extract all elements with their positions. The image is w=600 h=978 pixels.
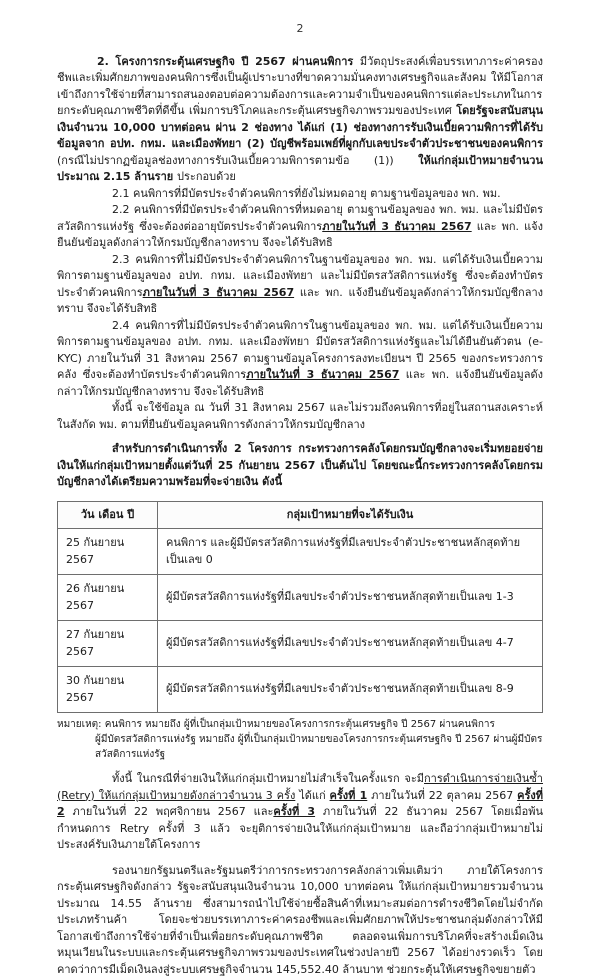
payment-schedule-body (58, 529, 543, 713)
text-segment: 2.4 คนพิการที่ไม่มีบัตรประจำตัวคนพิการในฐานข้อมูลของ พก. พม. แต่ได้รับเงินเบี้ยความพิการตามฐานข้อมูลของ อปท. กทม. และเมืองพัทยา มีบัตรสวัสดิการแห่งรัฐและไม่ได้ยืนยันตัวตน (e-KYC) ภายในวันที่ 31 สิงหาคม 2567 ตามฐานข้อมูลโครงการลงทะเบียนฯ ปี 2565 ของกระทรวงการคลัง ซึ่งจะต้องทำบัตรประจำตัวคนพิการ (57, 319, 543, 382)
text-segment: 2.2 คนพิการที่มีบัตรประจำตัวคนพิการที่หมดอายุ ตามฐานข้อมูลของ พก. พม. และไม่มีบัตรสวัสดิการแห่งรัฐ ซึ่งจะต้องต่ออายุบัตรประจำตัวคนพิการ (57, 203, 543, 233)
payment-schedule-table (57, 501, 543, 714)
text-segment: ภายในวันที่ 3 ธันวาคม 2567 (322, 220, 471, 233)
text-segment: การดำเนินการจ่ายเงินซ้ำ (Retry) ให้แก่กลุ่มเป้าหมายดังกล่าวจำนวน 3 ครั้ง (57, 772, 543, 802)
text-segment: และ พก. แจ้งยืนยันข้อมูลดังกล่าวให้กรมบัญชีกลางทราบ จึงจะได้รับสิทธิ (57, 286, 543, 316)
text-segment: ภายในวันที่ 22 ธันวาคม 2567 โดยเมื่อพ้นกำหนดการ Retry ครั้งที่ 3 แล้ว จะยุติการจ่ายเงินให้แก่กลุ่มเป้าหมาย และถือว่ากลุ่มเป้าหมายไม่ประสงค์รับเงินภายใต้โครงการ (57, 805, 543, 851)
paragraph-item-2-3 (57, 252, 543, 318)
table-row (58, 667, 543, 713)
footnote-line-1: หมายเหตุ: คนพิการ หมายถึง ผู้ที่เป็นกลุ่มเป้าหมายของโครงการกระตุ้นเศรษฐกิจ ปี 2567 ผ่านคนพิการ (57, 717, 543, 732)
text-segment: ให้แก่กลุ่มเป้าหมายจำนวนประมาณ 2.15 ล้านราย (57, 154, 543, 184)
table-row (58, 621, 543, 667)
document-content (57, 54, 543, 978)
target-group-cell: ผู้มีบัตรสวัสดิการแห่งรัฐที่มีเลขประจำตัวประชาชนหลักสุดท้ายเป็นเลข 4-7 (158, 621, 543, 667)
paragraph-item-2-1 (57, 186, 543, 203)
text-segment: และ พก. แจ้งยืนยันข้อมูลดังกล่าวให้กรมบัญชีกลางทราบ จึงจะได้รับสิทธิ (57, 368, 543, 398)
text-segment: ได้แก่ (295, 789, 329, 802)
target-group-cell: ผู้มีบัตรสวัสดิการแห่งรัฐที่มีเลขประจำตัวประชาชนหลักสุดท้ายเป็นเลข 1-3 (158, 575, 543, 621)
text-segment: มีวัตถุประสงค์เพื่อบรรเทาภาระค่าครองชีพและเพิ่มศักยภาพของคนพิการซึ่งเป็นผู้เปราะบางที่ขาดความมั่นคงทางเศรษฐกิจและสังคม ให้มีโอกาสเข้าถึงการใช้จ่ายที่สามารถสนองตอบต่อความต้องการและความจำเป็นของคนพิการแต่ละประเภทในการยกระดับคุณภาพชีวิตที่ดีขึ้น เพิ่มการบริโภคและกระตุ้นเศรษฐกิจภาพรวมของประเทศ (57, 55, 543, 118)
text-segment: และ พก. แจ้งยืนยันข้อมูลดังกล่าวให้กรมบัญชีกลางทราบ จึงจะได้รับสิทธิ (57, 220, 543, 250)
table-footnote (57, 717, 543, 762)
paragraph-data-cutoff (57, 400, 543, 433)
paragraph-project-intro (57, 54, 543, 186)
table-row (58, 575, 543, 621)
text-segment: ภายในวันที่ 3 ธันวาคม 2567 (246, 368, 399, 381)
footnote-line-2: ผู้มีบัตรสวัสดิการแห่งรัฐ หมายถึง ผู้ที่เป็นกลุ่มเป้าหมายของโครงการกระตุ้นเศรษฐกิจ ปี 2567 ผ่านผู้มีบัตรสวัสดิการแห่งรัฐ (57, 732, 543, 762)
text-segment: ทั้งนี้ ในกรณีที่จ่ายเงินให้แก่กลุ่มเป้าหมายไม่สำเร็จในครั้งแรก จะมี (112, 772, 424, 785)
page-number: 2 (0, 0, 600, 38)
text-segment: ครั้งที่ 1 (330, 789, 368, 802)
text-segment: ภายในวันที่ 22 ตุลาคม 2567 (367, 789, 517, 802)
target-group-cell: ผู้มีบัตรสวัสดิการแห่งรัฐที่มีเลขประจำตัวประชาชนหลักสุดท้ายเป็นเลข 8-9 (158, 667, 543, 713)
date-cell: 25 กันยายน 2567 (58, 529, 158, 575)
header-date: วัน เดือน ปี (58, 501, 158, 529)
paragraph-retry-policy (57, 771, 543, 854)
date-cell: 26 กันยายน 2567 (58, 575, 158, 621)
text-segment: รองนายกรัฐมนตรีและรัฐมนตรีว่าการกระทรวงการคลังกล่าวเพิ่มเติมว่า ภายใต้โครงการกระตุ้นเศรษฐกิจดังกล่าว รัฐจะสนับสนุนเงินจำนวน 10,000 บาทต่อคน ให้แก่กลุ่มเป้าหมายรวมจำนวนประมาณ 14.55 ล้านราย ซึ่งสามารถนำไปใช้จ่ายซื้อสินค้าที่เหมาะสมต่อการดำรงชีวิตโดยไม่จำกัดประเภทร้านค้า โดยจะช่วยบรรเทาภาระค่าครองชีพและเพิ่มศักยภาพให้ประชาชนกลุ่มดังกล่าวให้มีโอกาสเข้าถึงการใช้จ่ายที่จำเป็นเพื่อยกระดับคุณภาพชีวิต ตลอดจนเพิ่มการบริโภคที่จะสร้างเม็ดเงินหมุนเวียนในระบบและกระตุ้นเศรษฐกิจภาพรวมของประเทศในช่วงปลายปี 2567 ได้อย่างรวดเร็ว โดยคาดว่าการมีเม็ดเงินลงสู่ระบบเศรษฐกิจจำนวน 145,552.40 ล้านบาท ช่วยกระตุ้นให้เศรษฐกิจขยายตัว (57, 864, 543, 976)
text-segment: ครั้งที่ 3 (273, 805, 315, 818)
text-segment: สำหรับการดำเนินการทั้ง 2 โครงการ กระทรวงการคลังโดยกรมบัญชีกลางจะเริ่มทยอยจ่ายเงินให้แก่กลุ่มเป้าหมายตั้งแต่วันที่ 25 กันยายน 2567 เป็นต้นไป โดยขณะนี้กระทรวงการคลังโดยกรมบัญชีกลางได้เตรียมความพร้อมที่จะจ่ายเงิน ดังนี้ (57, 442, 543, 488)
text-segment: ประกอบด้วย (177, 170, 236, 183)
text-segment: (กรณีไม่ปรากฏข้อมูลช่องทางการรับเงินเบี้ยความพิการตามข้อ (1)) (57, 154, 418, 167)
text-segment: 2.1 คนพิการที่มีบัตรประจำตัวคนพิการที่ยังไม่หมดอายุ ตามฐานข้อมูลของ พก. พม. (112, 187, 501, 200)
table-row (58, 529, 543, 575)
table-header-row (58, 501, 543, 529)
text-segment: ภายในวันที่ 3 ธันวาคม 2567 (143, 286, 294, 299)
date-cell: 27 กันยายน 2567 (58, 621, 158, 667)
paragraph-item-2-4 (57, 318, 543, 401)
text-segment: ทั้งนี้ จะใช้ข้อมูล ณ วันที่ 31 สิงหาคม 2567 และไม่รวมถึงคนพิการที่อยู่ในสถานสงเคราะห์ในสังกัด พม. ตามที่ยืนยันข้อมูลคนพิการดังกล่าวให้กรมบัญชีกลาง (57, 401, 543, 431)
payment-schedule-header (58, 501, 543, 529)
paragraph-payment-schedule-intro (57, 441, 543, 491)
paragraph-item-2-2 (57, 202, 543, 252)
text-segment: ครั้งที่ 2 (57, 789, 543, 819)
text-segment: ภายในวันที่ 22 พฤศจิกายน 2567 และ (65, 805, 274, 818)
text-segment: 2.3 คนพิการที่ไม่มีบัตรประจำตัวคนพิการในฐานข้อมูลของ พก. พม. แต่ได้รับเงินเบี้ยความพิการตามฐานข้อมูลของ อปท. กทม. และเมืองพัทยา และไม่มีบัตรสวัสดิการแห่งรัฐ ซึ่งจะต้องทำบัตรประจำตัวคนพิการ (57, 253, 543, 299)
header-target-group: กลุ่มเป้าหมายที่จะได้รับเงิน (158, 501, 543, 529)
date-cell: 30 กันยายน 2567 (58, 667, 158, 713)
target-group-cell: คนพิการ และผู้มีบัตรสวัสดิการแห่งรัฐที่มีเลขประจำตัวประชาชนหลักสุดท้ายเป็นเลข 0 (158, 529, 543, 575)
text-segment: 2. โครงการกระตุ้นเศรษฐกิจ ปี 2567 ผ่านคนพิการ (97, 55, 360, 68)
text-segment: โดยรัฐจะสนับสนุนเงินจำนวน 10,000 บาทต่อคน ผ่าน 2 ช่องทาง ได้แก่ (1) ช่องทางการรับเงินเบี้ยความพิการที่ได้รับข้อมูลจาก อปท. กทม. และเมืองพัทยา (2) บัญชีพร้อมเพย์ที่ผูกกับเลขประจำตัวประชาชนของคนพิการ (57, 104, 543, 150)
paragraph-deputy-pm-statement (57, 863, 543, 978)
